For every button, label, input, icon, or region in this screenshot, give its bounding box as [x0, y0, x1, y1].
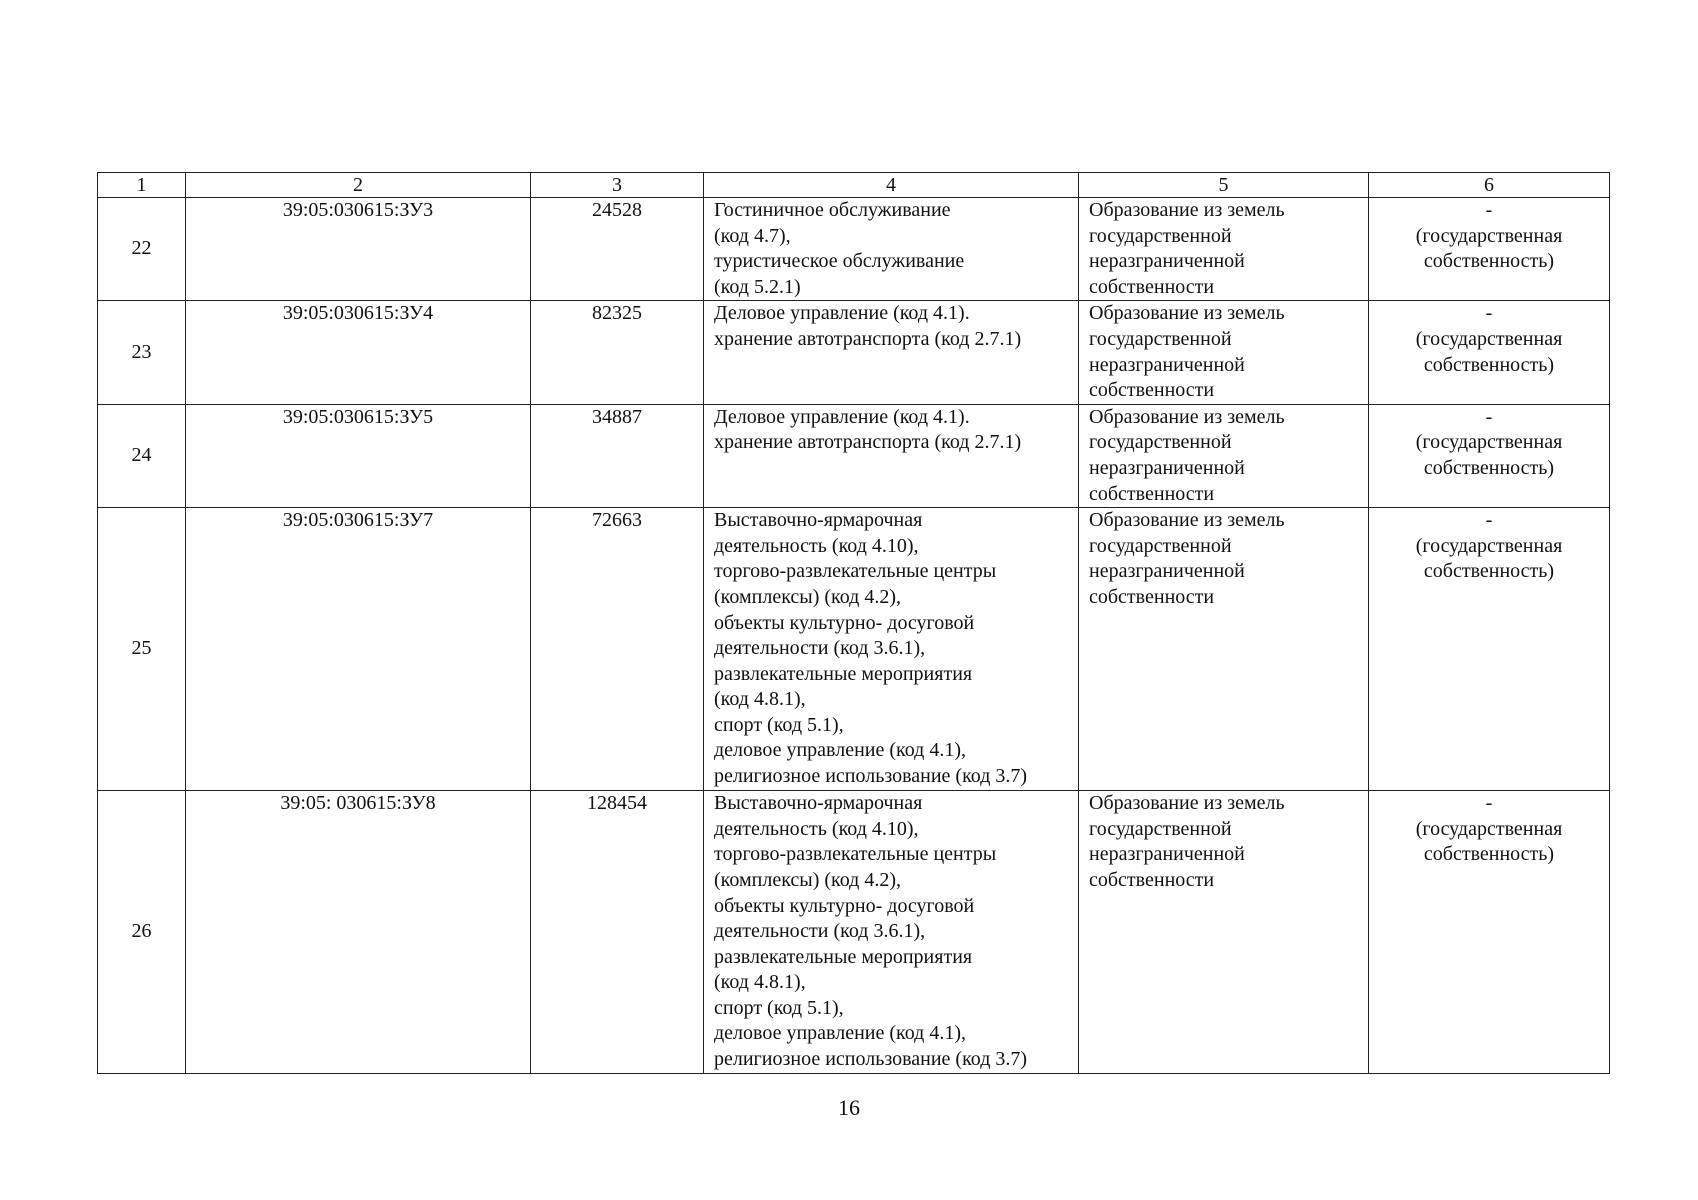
ownership-form: - (государственная собственность)	[1369, 198, 1610, 301]
row-number: 24	[98, 404, 186, 507]
permitted-use: Выставочно-ярмарочная деятельность (код 4.10), торгово-развлекательные центры (комплексы) (код 4.2), объекты культурно- досуговой деятельности (код 3.6.1), развлекательные мероприятия (код 4.8.1), спорт (код 5.1), деловое управление (код 4.1), религиозное использование (код 3.7)	[704, 508, 1079, 791]
plot-area: 82325	[531, 301, 704, 404]
table-row	[98, 404, 1610, 507]
plot-area: 34887	[531, 404, 704, 507]
ownership-form: - (государственная собственность)	[1369, 791, 1610, 1074]
land-plots-table	[97, 172, 1610, 1074]
row-number: 23	[98, 301, 186, 404]
header-cell: 1	[98, 173, 186, 198]
formation-method: Образование из земель государственной неразграниченной собственности	[1079, 791, 1369, 1074]
cadastral-number: 39:05:030615:ЗУ3	[186, 198, 531, 301]
table-header-row	[98, 173, 1610, 198]
table-row	[98, 198, 1610, 301]
row-number: 22	[98, 198, 186, 301]
formation-method: Образование из земель государственной неразграниченной собственности	[1079, 508, 1369, 791]
table-row	[98, 301, 1610, 404]
permitted-use: Гостиничное обслуживание (код 4.7), туристическое обслуживание (код 5.2.1)	[704, 198, 1079, 301]
permitted-use: Деловое управление (код 4.1). хранение автотранспорта (код 2.7.1)	[704, 404, 1079, 507]
row-number: 26	[98, 791, 186, 1074]
row-number: 25	[98, 508, 186, 791]
header-cell: 6	[1369, 173, 1610, 198]
header-cell: 3	[531, 173, 704, 198]
header-cell: 2	[186, 173, 531, 198]
plot-area: 128454	[531, 791, 704, 1074]
ownership-form: - (государственная собственность)	[1369, 404, 1610, 507]
formation-method: Образование из земель государственной неразграниченной собственности	[1079, 301, 1369, 404]
formation-method: Образование из земель государственной неразграниченной собственности	[1079, 198, 1369, 301]
header-cell: 5	[1079, 173, 1369, 198]
table-row	[98, 791, 1610, 1074]
formation-method: Образование из земель государственной неразграниченной собственности	[1079, 404, 1369, 507]
page-number: 16	[838, 1095, 860, 1120]
cadastral-number: 39:05:030615:ЗУ5	[186, 404, 531, 507]
permitted-use: Выставочно-ярмарочная деятельность (код 4.10), торгово-развлекательные центры (комплексы) (код 4.2), объекты культурно- досуговой деятельности (код 3.6.1), развлекательные мероприятия (код 4.8.1), спорт (код 5.1), деловое управление (код 4.1), религиозное использование (код 3.7)	[704, 791, 1079, 1074]
header-cell: 4	[704, 173, 1079, 198]
ownership-form: - (государственная собственность)	[1369, 508, 1610, 791]
ownership-form: - (государственная собственность)	[1369, 301, 1610, 404]
permitted-use: Деловое управление (код 4.1). хранение автотранспорта (код 2.7.1)	[704, 301, 1079, 404]
table-row	[98, 508, 1610, 791]
plot-area: 72663	[531, 508, 704, 791]
cadastral-number: 39:05:030615:ЗУ7	[186, 508, 531, 791]
cadastral-number: 39:05: 030615:ЗУ8	[186, 791, 531, 1074]
plot-area: 24528	[531, 198, 704, 301]
cadastral-number: 39:05:030615:ЗУ4	[186, 301, 531, 404]
